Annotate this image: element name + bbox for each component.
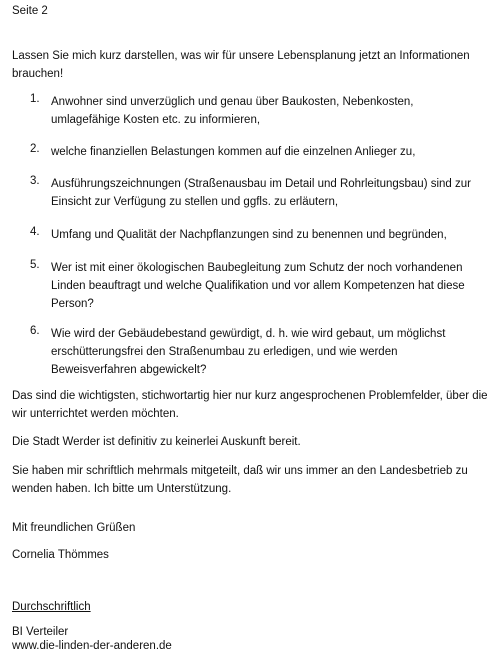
- page-header: Seite 2: [12, 5, 48, 17]
- list-item-number: 5.: [30, 259, 40, 271]
- request-paragraph: Sie haben mir schriftlich mehrmals mitgeteilt, daß wir uns immer an den Landesbetrieb zu wenden haben. Ich bitte um Unterstützung.: [12, 465, 468, 495]
- closing-line: Mit freundlichen Grüßen: [12, 522, 136, 534]
- list-item-number: 6.: [30, 325, 40, 337]
- list-item-text: welche finanziellen Belastungen kommen auf die einzelnen Anlieger zu,: [51, 146, 416, 158]
- list-item-number: 2.: [30, 143, 40, 155]
- city-note: Die Stadt Werder ist definitiv zu keinerlei Auskunft bereit.: [12, 436, 301, 448]
- cc-line-distribution: BI Verteiler: [12, 626, 69, 638]
- list-item-number: 1.: [30, 93, 40, 105]
- list-item-text: Wer ist mit einer ökologischen Baubegleitung zum Schutz der noch vorhandenen Linden beauftragt und welche Qualifikation und vor allem Kompetenzen hat diese Person?: [51, 262, 465, 310]
- intro-paragraph: Lassen Sie mich kurz darstellen, was wir für unsere Lebensplanung jetzt an Informationen brauchen!: [12, 50, 470, 80]
- list-item-text: Umfang und Qualität der Nachpflanzungen sind zu benennen und begründen,: [51, 229, 447, 241]
- list-item-number: 3.: [30, 175, 40, 187]
- cc-line-website: www.die-linden-der-anderen.de: [12, 640, 172, 652]
- summary-paragraph: Das sind die wichtigsten, stichwortartig hier nur kurz angesprochenen Problemfelder, über die wir unterrichtet werden möchten.: [12, 390, 488, 420]
- list-item-text: Anwohner sind unverzüglich und genau über Baukosten, Nebenkosten, umlagefähige Kosten etc. zu informieren,: [51, 96, 414, 126]
- list-item-number: 4.: [30, 226, 40, 238]
- signature-name: Cornelia Thömmes: [12, 549, 109, 561]
- list-item-text: Ausführungszeichnungen (Straßenausbau im Detail und Rohrleitungsbau) sind zur Einsicht zur Verfügung zu stellen und ggfls. zu erläutern,: [51, 178, 471, 208]
- cc-heading: Durchschriftlich: [12, 601, 91, 613]
- list-item-text: Wie wird der Gebäudebestand gewürdigt, d. h. wie wird gebaut, um möglichst erschütterungsfrei den Straßenumbau zu erledigen, und wie werden Beweisverfahren abgewickelt?: [51, 328, 446, 376]
